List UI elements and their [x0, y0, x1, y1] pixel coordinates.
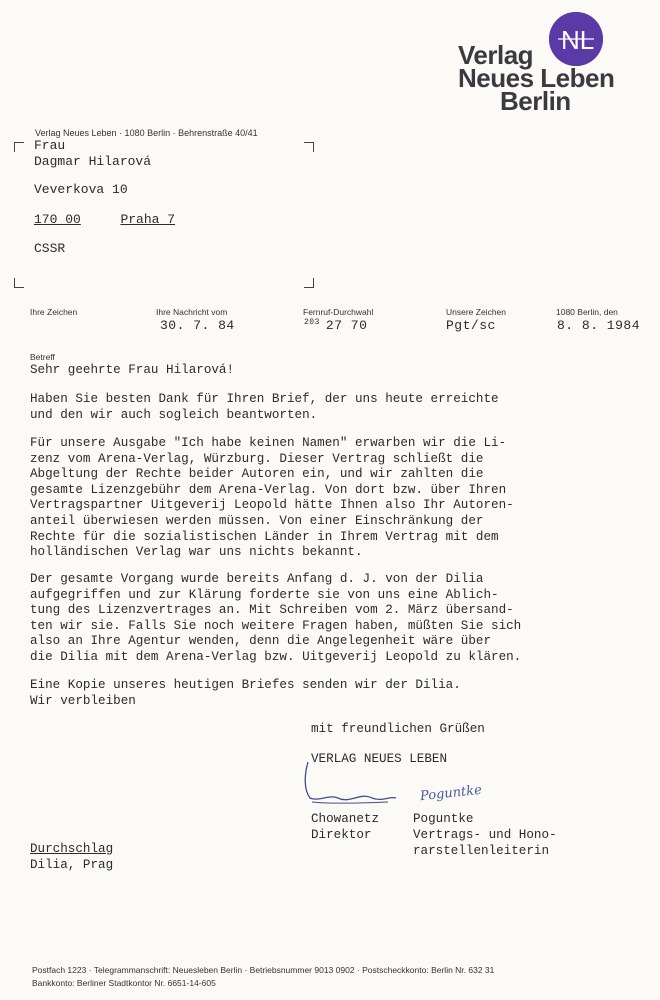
paragraph-4: [30, 678, 461, 709]
publisher-name-line2: Neues Leben: [458, 63, 615, 93]
copy-note-recipient: Dilia, Prag: [30, 858, 114, 872]
address-window-corner: [14, 278, 24, 288]
text-line: aufgegriffen und zur Klärung forderte sie von uns eine Ablich-: [30, 587, 499, 602]
text-line: und den wir auch sogleich beantworten.: [30, 407, 318, 422]
text-line: ten wir sie. Falls Sie noch weitere Fragen haben, müßten Sie sich: [30, 618, 522, 633]
phone-label: Fernruf-Durchwahl: [303, 307, 374, 317]
recipient-salutation: Frau: [34, 138, 66, 153]
text-line: Für unsere Ausgabe "Ich habe keinen Namen" erwarben wir die Li-: [30, 436, 507, 450]
text-line: Der gesamte Vorgang wurde bereits Anfang d. J. von der Dilia: [30, 572, 484, 586]
address-window-corner: [14, 142, 24, 152]
your-message-label: Ihre Nachricht vom: [156, 307, 228, 317]
our-reference-label: Unsere Zeichen: [446, 307, 507, 317]
text-line: holländischen Verlag war uns nichts bekannt.: [30, 545, 363, 560]
text-line: die Dilia mit dem Arena-Verlag bzw. Uitgeverij Leopold zu klären.: [30, 649, 522, 664]
address-window-corner: [304, 142, 314, 152]
copy-note-label: Durchschlag: [30, 842, 114, 856]
recipient-country: CSSR: [34, 241, 66, 256]
paragraph-2: [30, 436, 514, 561]
signer2-name: Poguntke: [413, 812, 474, 826]
phone-prefix: 203: [304, 318, 320, 327]
phone-extension: 27 70: [325, 318, 368, 333]
signer1-title: Direktor: [311, 828, 372, 842]
place-date-label: 1080 Berlin, den: [556, 307, 618, 317]
letter-date: 8. 8. 1984: [557, 318, 641, 333]
signature-chowanetz: [300, 758, 400, 818]
text-line: Wir verbleiben: [30, 693, 136, 708]
text-line: also an Ihre Agentur wenden, denn die Angelegenheit wäre über: [30, 634, 492, 649]
text-line: zenz vom Arena-Verlag, Würzburg. Dieser Vertrag schließt die: [30, 451, 484, 466]
our-reference: Pgt/sc: [446, 318, 496, 333]
text-line: anteil überwiesen werden müssen. Von einer Einschränkung der: [30, 513, 484, 528]
text-line: tung des Lizenzvertrages an. Mit Schreiben vom 2. März übersand-: [30, 603, 514, 618]
footer-line-2: Bankkonto: Berliner Stadtkontor Nr. 6651-14-605: [32, 978, 216, 988]
subject-label: Betreff: [30, 352, 55, 362]
closing-company: VERLAG NEUES LEBEN: [311, 752, 448, 766]
address-window-corner: [304, 278, 314, 288]
your-reference-label: Ihre Zeichen: [30, 307, 78, 317]
signer1-name: Chowanetz: [311, 812, 380, 826]
letter-greeting: Sehr geehrte Frau Hilarová!: [30, 363, 235, 377]
your-message-date: 30. 7. 84: [160, 318, 235, 333]
text-line: Rechte für die sozialistischen Länder in Ihrem Vertrag mit dem: [30, 529, 499, 544]
closing-regards: mit freundlichen Grüßen: [311, 722, 485, 736]
text-line: Vertragspartner Uitgeverij Leopold hätte Ihnen also Ihr Autoren-: [30, 498, 514, 513]
logo-letters: NL: [561, 25, 595, 55]
publisher-name-line3: Berlin: [500, 86, 571, 116]
text-line: Eine Kopie unseres heutigen Briefes senden wir der Dilia.: [30, 678, 461, 692]
recipient-postal-code: 170 00: [34, 212, 81, 227]
text-line: gesamte Lizenzgebühr dem Arena-Verlag. Von dort bzw. über Ihren: [30, 482, 507, 497]
publisher-name-line1: Verlag: [458, 40, 534, 70]
signer2-title-line1: Vertrags- und Hono-: [413, 828, 557, 842]
recipient-name: Dagmar Hilarová: [34, 154, 152, 169]
paragraph-3: [30, 572, 521, 666]
paragraph-1: [30, 392, 499, 423]
text-line: Abgeltung der Rechte beider Autoren ein, und wir zahlten die: [30, 467, 484, 482]
phone-number: [304, 318, 367, 333]
signature-poguntke: Poguntke: [419, 782, 483, 805]
recipient-city: Praha 7: [120, 212, 176, 227]
sender-address-line: Verlag Neues Leben · 1080 Berlin · Behrenstraße 40/41: [35, 128, 258, 138]
recipient-street: Veverkova 10: [34, 182, 128, 197]
signer2-title-line2: rarstellenleiterin: [413, 844, 550, 858]
recipient-city-line: [34, 212, 175, 227]
text-line: Haben Sie besten Dank für Ihren Brief, der uns heute erreichte: [30, 392, 499, 406]
footer-line-1: Postfach 1223 · Telegrammanschrift: Neuesleben Berlin · Betriebsnummer 9013 0902 · Postscheckkonto: Berlin Nr. 632 31: [32, 965, 495, 975]
